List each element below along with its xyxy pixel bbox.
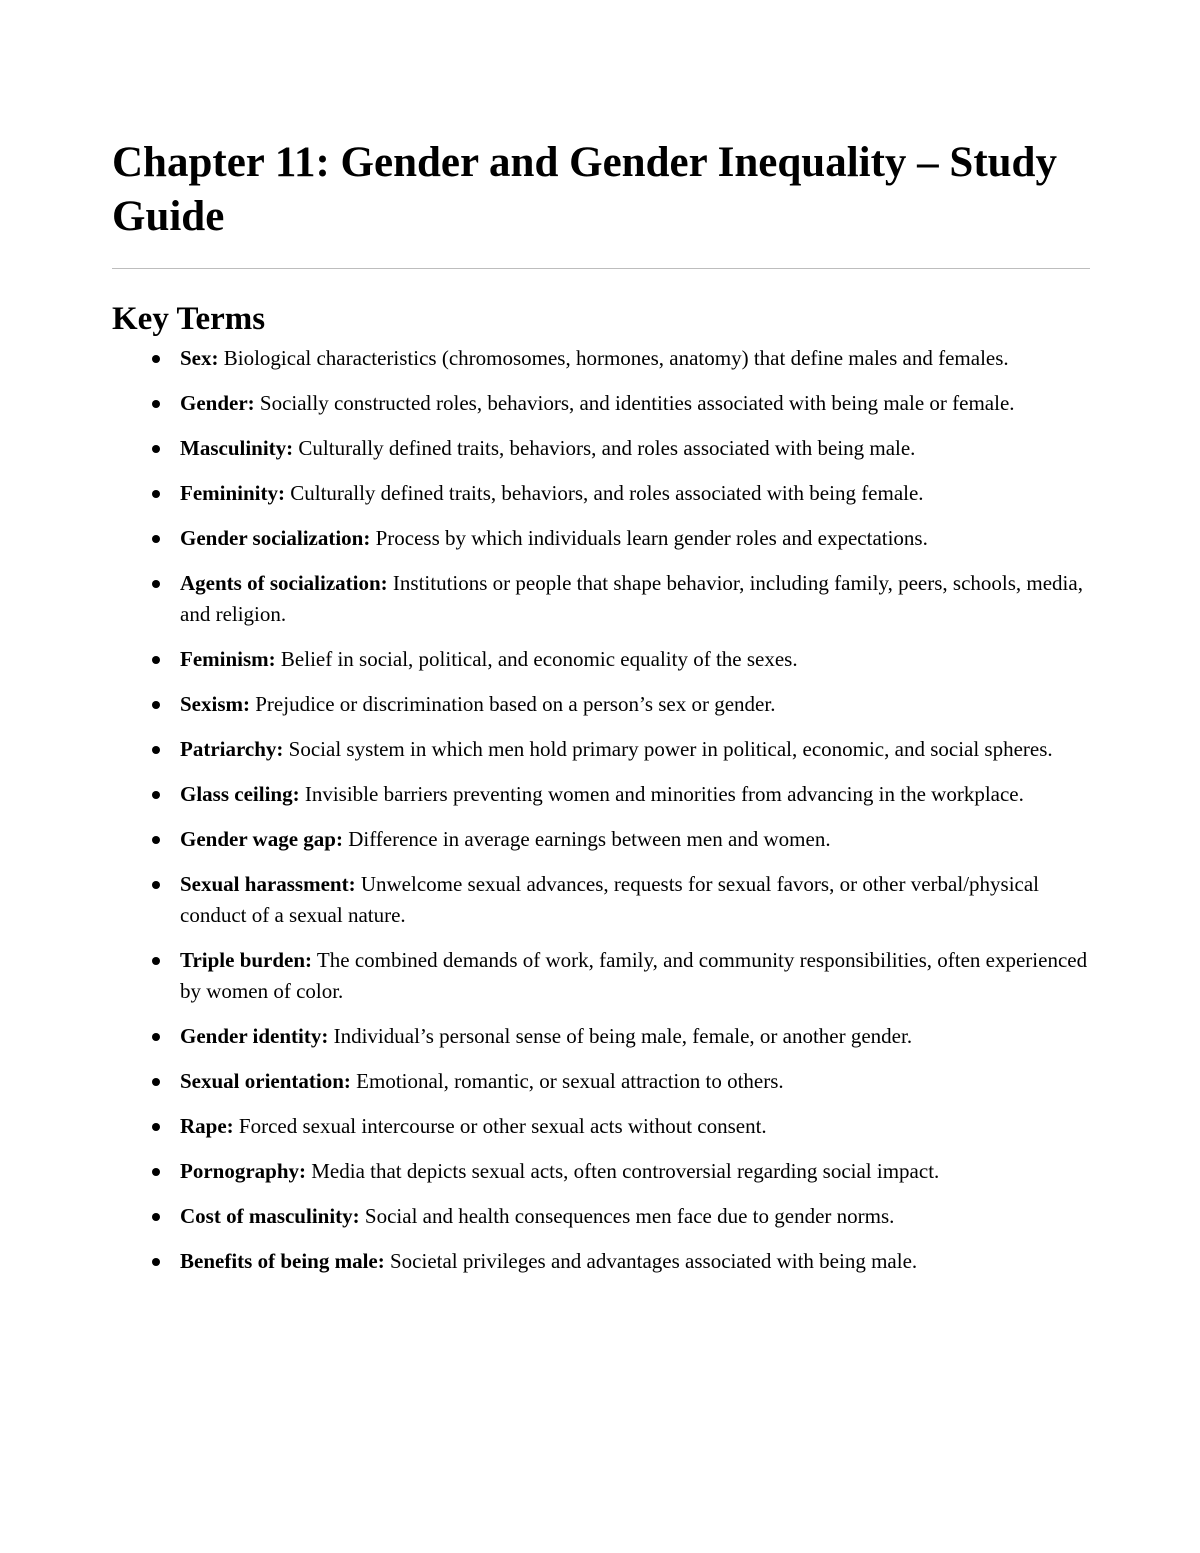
bullet-icon xyxy=(152,746,160,754)
term-definition: Social and health consequences men face due to gender norms. xyxy=(359,1204,895,1228)
term-definition: Culturally defined traits, behaviors, and roles associated with being male. xyxy=(293,436,916,460)
term-definition: Societal privileges and advantages associated with being male. xyxy=(384,1249,918,1273)
term-label: Gender socialization: xyxy=(180,526,371,550)
bullet-icon xyxy=(152,656,160,664)
bullet-icon xyxy=(152,1213,160,1221)
list-item xyxy=(112,644,1090,675)
term-definition: Media that depicts sexual acts, often controversial regarding social impact. xyxy=(306,1159,940,1183)
bullet-icon xyxy=(152,490,160,498)
term-label: Femininity: xyxy=(180,481,285,505)
term-definition: Social system in which men hold primary power in political, economic, and social spheres. xyxy=(283,737,1053,761)
term-definition: Invisible barriers preventing women and minorities from advancing in the workplace. xyxy=(299,782,1024,806)
list-item xyxy=(112,1111,1090,1142)
term-label: Sex: xyxy=(180,346,219,370)
list-item xyxy=(112,779,1090,810)
list-item xyxy=(112,343,1090,374)
term-label: Gender: xyxy=(180,391,255,415)
term-label: Agents of socialization: xyxy=(180,571,388,595)
term-label: Sexism: xyxy=(180,692,250,716)
document-page xyxy=(112,136,1090,1291)
term-definition: Emotional, romantic, or sexual attraction to others. xyxy=(350,1069,784,1093)
bullet-icon xyxy=(152,355,160,363)
list-item xyxy=(112,734,1090,765)
bullet-icon xyxy=(152,836,160,844)
list-item xyxy=(112,388,1090,419)
term-label: Patriarchy: xyxy=(180,737,284,761)
divider xyxy=(112,268,1090,269)
term-definition: Unwelcome sexual advances, requests for sexual favors, or other verbal/physical conduct of a sexual nature. xyxy=(180,872,1040,927)
term-label: Cost of masculinity: xyxy=(180,1204,360,1228)
term-label: Pornography: xyxy=(180,1159,306,1183)
term-label: Triple burden: xyxy=(180,948,313,972)
bullet-icon xyxy=(152,701,160,709)
bullet-icon xyxy=(152,445,160,453)
term-definition: Individual’s personal sense of being male, female, or another gender. xyxy=(328,1024,913,1048)
term-definition: Biological characteristics (chromosomes, hormones, anatomy) that define males and females. xyxy=(218,346,1009,370)
bullet-icon xyxy=(152,957,160,965)
term-definition: Belief in social, political, and economic equality of the sexes. xyxy=(275,647,798,671)
term-definition: Institutions or people that shape behavior, including family, peers, schools, media, and religion. xyxy=(180,571,1083,626)
list-item xyxy=(112,869,1090,931)
term-definition: Culturally defined traits, behaviors, and roles associated with being female. xyxy=(285,481,924,505)
bullet-icon xyxy=(152,791,160,799)
term-label: Feminism: xyxy=(180,647,276,671)
list-item xyxy=(112,523,1090,554)
bullet-icon xyxy=(152,1168,160,1176)
list-item xyxy=(112,568,1090,630)
bullet-icon xyxy=(152,535,160,543)
term-label: Glass ceiling: xyxy=(180,782,300,806)
page-title: Chapter 11: Gender and Gender Inequality – Study Guide xyxy=(112,139,1057,240)
term-definition: The combined demands of work, family, and community responsibilities, often experienced by women of color. xyxy=(180,948,1088,1003)
term-definition: Prejudice or discrimination based on a person’s sex or gender. xyxy=(250,692,776,716)
list-item xyxy=(112,1156,1090,1187)
bullet-icon xyxy=(152,1078,160,1086)
term-definition: Socially constructed roles, behaviors, and identities associated with being male or female. xyxy=(254,391,1015,415)
term-label: Gender identity: xyxy=(180,1024,329,1048)
bullet-icon xyxy=(152,1123,160,1131)
list-item xyxy=(112,1021,1090,1052)
list-item xyxy=(112,945,1090,1007)
term-definition: Forced sexual intercourse or other sexual acts without consent. xyxy=(233,1114,767,1138)
bullet-icon xyxy=(152,881,160,889)
list-item xyxy=(112,824,1090,855)
term-definition: Difference in average earnings between men and women. xyxy=(342,827,831,851)
term-label: Rape: xyxy=(180,1114,234,1138)
bullet-icon xyxy=(152,1033,160,1041)
bullet-icon xyxy=(152,1258,160,1266)
list-item xyxy=(112,433,1090,464)
bullet-icon xyxy=(152,400,160,408)
term-label: Gender wage gap: xyxy=(180,827,343,851)
list-item xyxy=(112,1246,1090,1277)
section-heading: Key Terms xyxy=(112,301,266,337)
list-item xyxy=(112,478,1090,509)
term-definition: Process by which individuals learn gender roles and expectations. xyxy=(370,526,928,550)
key-terms-list xyxy=(112,343,1090,1277)
list-item xyxy=(112,689,1090,720)
term-label: Masculinity: xyxy=(180,436,294,460)
term-label: Sexual orientation: xyxy=(180,1069,351,1093)
list-item xyxy=(112,1066,1090,1097)
term-label: Sexual harassment: xyxy=(180,872,356,896)
list-item xyxy=(112,1201,1090,1232)
bullet-icon xyxy=(152,580,160,588)
term-label: Benefits of being male: xyxy=(180,1249,385,1273)
